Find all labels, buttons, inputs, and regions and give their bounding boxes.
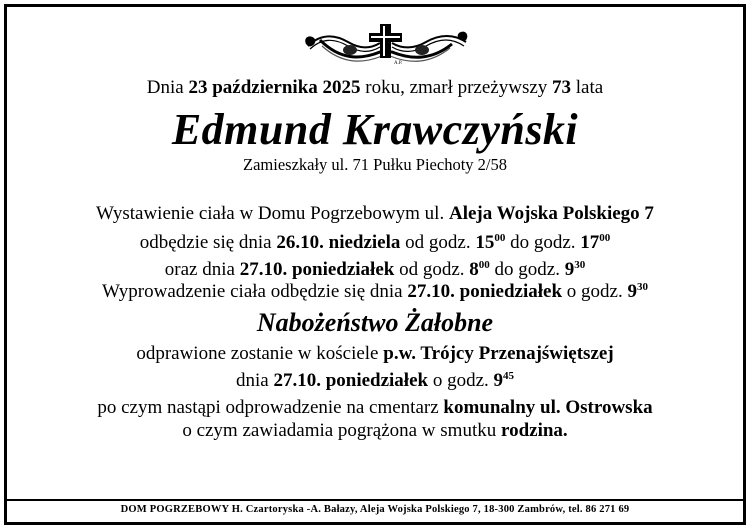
intro-middle: roku, zmarł przeżywszy [365,77,548,98]
viewing-day2-start: $8^{00}$ [469,259,490,280]
death-date: 23 października 2025 [188,77,361,98]
address: Zamieszkały ul. 71 Pułku Piechoty 2/58 [243,155,507,174]
church-line [0,343,750,365]
deceased-name: Edmund Krawczyński [171,105,579,154]
viewing-location-line [0,203,750,225]
intro-prefix: Dnia [146,77,184,98]
service-title: Nabożeństwo Żałobne [256,308,494,337]
church-name: p.w. Trójcy Przenajświętszej [383,343,614,364]
cemetery-line [0,397,750,419]
to-label: do godz. [510,232,576,253]
viewing-day1-line [0,232,750,254]
funeral-home-footer: DOM POGRZEBOWY H. Czartoryska -A. Bałazy, Aleja Wojska Polskiego 7, 18-300 Zambrów, tel. 86 271 69 [7,499,743,521]
cemetery-name: komunalny ul. Ostrowska [443,397,653,418]
procession-text: Wyprowadzenie ciała odbędzie się dnia [102,281,403,302]
procession-date: 27.10. poniedziałek [407,281,563,302]
death-announcement-line [0,77,750,99]
at-label: o godz. [566,281,623,302]
family-line [0,420,750,442]
family-text: o czym zawiadamia pogrążona w smutku [182,420,497,441]
viewing-day2-line [0,259,750,281]
address-line [0,155,750,175]
service-time: $9^{45}$ [493,370,515,391]
age: 73 [552,77,572,98]
church-text: odprawione zostanie w kościele [136,343,379,364]
procession-line [0,281,750,303]
service-date: 27.10. poniedziałek [273,370,429,391]
viewing-day1-start: $15^{00}$ [475,232,506,253]
family-label: rodzina. [500,420,568,441]
from-label: od godz. [399,259,465,280]
procession-time: $9^{30}$ [627,281,648,302]
service-date-prefix: dnia [235,370,269,391]
from-label: od godz. [405,232,471,253]
service-date-line [0,370,750,392]
viewing-day1-end: $17^{00}$ [580,232,611,253]
intro-suffix: lata [575,77,604,98]
viewing-day2-text: oraz dnia [164,259,235,280]
cemetery-text: po czym nastąpi odprowadzenie na cmentarz [97,397,439,418]
viewing-day1-date: 26.10. niedziela [276,232,401,253]
viewing-day2-date: 27.10. poniedziałek [239,259,395,280]
to-label: do godz. [494,259,560,280]
viewing-day2-end: $9^{30}$ [564,259,586,280]
svg-text:A.P.: A.P. [394,61,403,66]
viewing-address: Aleja Wojska Polskiego 7 [448,203,654,224]
at-label: o godz. [432,370,489,391]
cross-ribbon-icon [300,16,472,68]
viewing-day1-text: odbędzie się dnia [139,232,272,253]
viewing-location-text: Wystawienie ciała w Domu Pogrzebowym ul. [96,203,445,224]
